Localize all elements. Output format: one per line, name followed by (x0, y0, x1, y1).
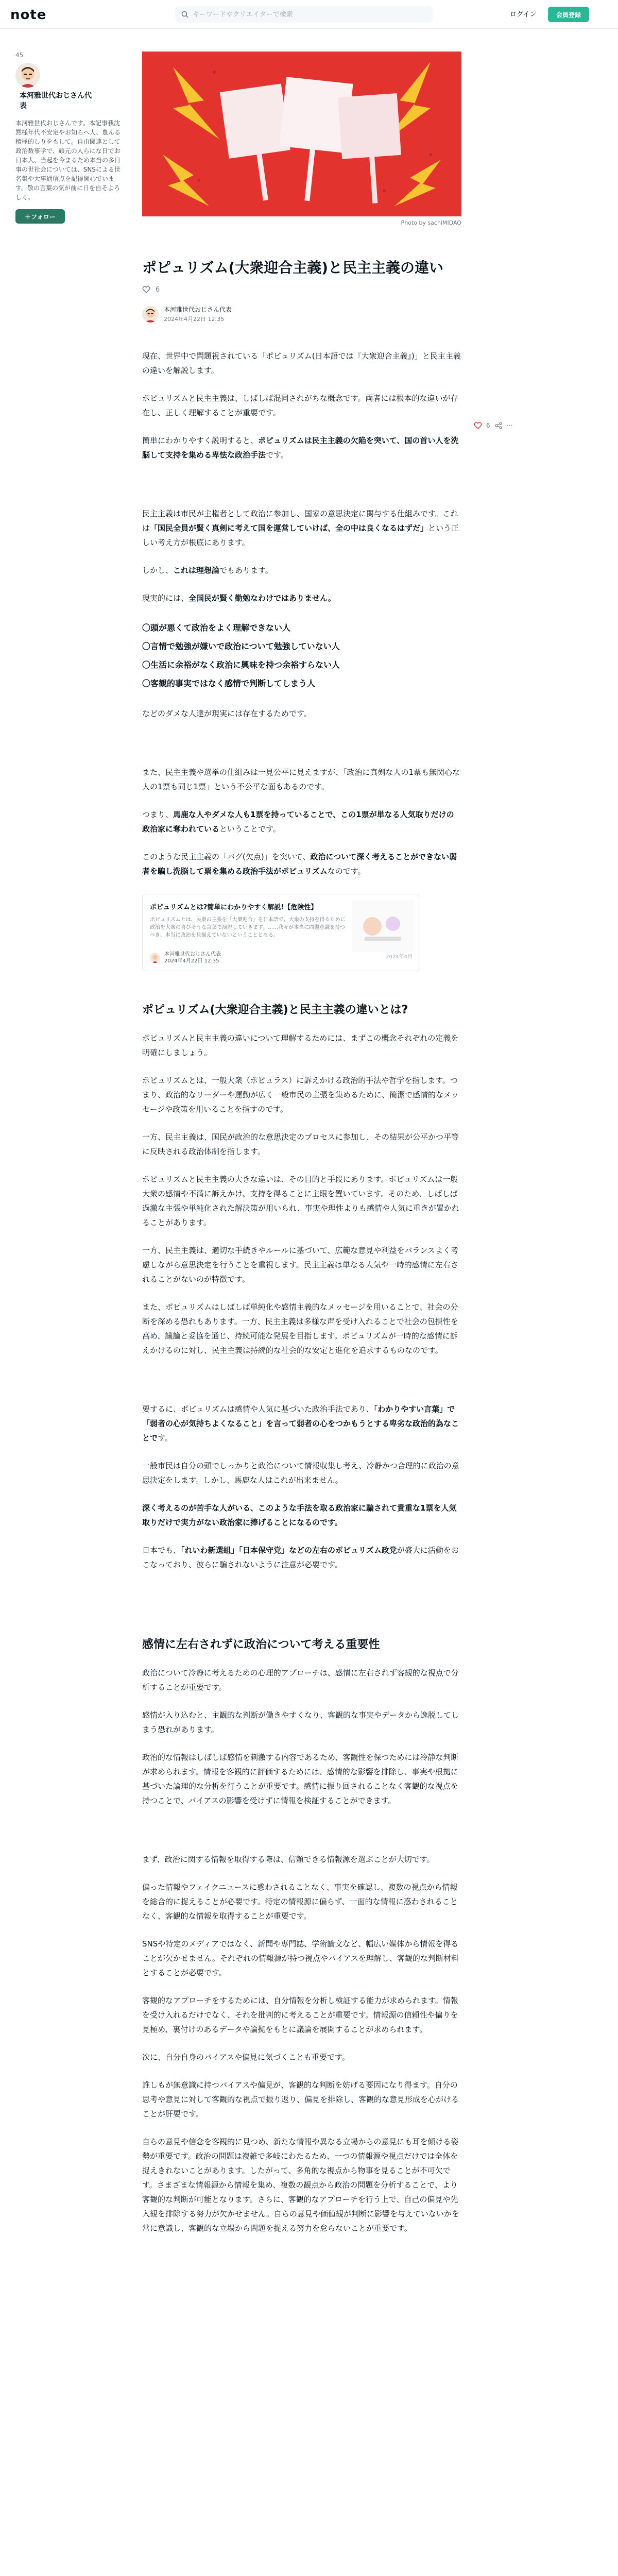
section-heading: 感情に左右されずに政治について考える重要性 (142, 1638, 380, 1651)
spacer (142, 734, 461, 765)
text-span: ということです。 (219, 824, 281, 834)
text-span: という正しい考え方が根底にあります。 (142, 523, 459, 547)
bold-text: 「れいわ新選組」「日本保守党」などの左右のポピュリズム政党 (181, 1546, 397, 1555)
paragraph: SNSや特定のメディアではなく、新聞や専門誌、学術論文など、幅広い媒体から情報を得ることが欠かせません。それぞれの情報源が持つ視点やバイアスを理解し、客観的な判断材料とすることが必要です。 (142, 1939, 459, 1977)
avatar-illustration (150, 953, 160, 963)
article (142, 258, 461, 2249)
search-box[interactable] (175, 6, 433, 23)
avatar-illustration (142, 306, 159, 323)
embed-title: ポピュリズムとは?簡単にわかりやすく解説!【危険性】 (150, 904, 318, 911)
note-logo[interactable]: note (10, 7, 47, 23)
paragraph: ポピュリズムと民主主義の大きな違いは、その目的と手段にあります。ポピュリズムは一般大衆の感情や不満に訴えかけ、支持を得ることに主眼を置いています。そのため、しばしば過激な主張や単純化された解決策が用いられ、事実や理性よりも感情や人気に重きが置かれることがあります。 (142, 1175, 459, 1227)
author-meta (164, 305, 232, 323)
spacer (142, 1585, 461, 1616)
spacer (142, 476, 461, 506)
hero-illustration (142, 52, 461, 216)
embed-author-text (164, 951, 221, 964)
hero-caption: Photo by sachiMIDAO (401, 219, 461, 226)
paragraph: 一方、民主主義は、国民が政治的な意思決定のプロセスに参加し、その結果が公平かつ平等に反映される政治体制を指します。 (142, 1132, 459, 1156)
hero-image (142, 52, 461, 216)
paragraph: また、ポピュリズムはしばしば単純化や感情主義的なメッセージを用いることで、社会の分断を深める恐れもあります。一方、民主主義は多様な声を受け入れることで社会の包摂性を高め、議論と妥協を通じ、持続可能な発展を目指します。ポピュリズムが一時的な感情に訴えかけるのに対し、民主主義は持続的な社会的な安定と進化を追求するものなのです。 (142, 1302, 458, 1355)
like-count: 6 (156, 285, 160, 294)
paragraph: ポピュリズムとは、一般大衆（ポピュラス）に訴えかける政治的手法や哲学を指します。つまり、政治的なリーダーや運動が広く一般市民の主張を集めるために、簡潔で感情的なメッセージや政策を用いることを指すのです。 (142, 1076, 459, 1114)
embed-date-short: 2024年4月 (386, 954, 413, 960)
bold-text: これは理想論 (173, 566, 220, 575)
floating-like-count: 6 (486, 422, 490, 429)
author-name[interactable]: 本河雅世代おじさん代表 (164, 306, 232, 313)
paragraph (142, 1543, 461, 1572)
follow-label: フォロー (31, 213, 56, 221)
paragraph: 一般市民は自分の頭でしっかりと政治について情報収集し考え、冷静かつ合理的に政治の意思決定をします。しかし、馬鹿な人はこれが出来ません。 (142, 1461, 459, 1485)
paragraph: 政治について冷静に考えるための心理的アプローチは、感情に左右されず客観的な視点で分析することが重要です。 (142, 1668, 459, 1692)
more-icon[interactable]: ⋯ (506, 422, 513, 429)
check-item: 〇客観的事実ではなく感情で判断してしまう人 (142, 679, 316, 688)
follow-button[interactable] (15, 209, 65, 224)
paragraph: まず、政治に関する情報を取得する際は、信頼できる情報源を選ぶことが大切です。 (142, 1855, 435, 1864)
text-span: す。 (158, 1433, 173, 1443)
publish-date: 2024年4月22日 12:35 (164, 316, 225, 323)
avatar-illustration (15, 63, 40, 88)
paragraph (142, 506, 461, 550)
top-header (0, 0, 618, 29)
paragraph (142, 591, 461, 605)
paragraph: などのダメな人達が現実には存在するためです。 (142, 709, 312, 718)
article-title: ポピュリズム(大衆迎合主義)と民主主義の違い (142, 259, 444, 276)
text-span: 要するに、ポピュリズムは感情や人気に基づいた政治手法であり、 (142, 1404, 374, 1414)
paragraph (142, 807, 461, 836)
paragraph: 感情が入り込むと、主観的な判断が働きやすくなり、客観的な事実やデータから逸脱してしまう恐れがあります。 (142, 1710, 459, 1734)
paragraph (142, 1501, 461, 1530)
section-heading: ポピュリズム(大衆迎合主義)と民主主義の違いとは? (142, 1004, 408, 1016)
paragraph: 偏った情報やフェイクニュースに惑わされることなく、事実を確認し、複数の視点から情報を総合的に捉えることが必要です。特定の情報源に偏らず、一面的な情報に惑わされることなく、客観的な情報を取得することが重要です。 (142, 1883, 458, 1921)
author-sidebar (15, 52, 124, 224)
embed-thumbnail-illustration (352, 901, 414, 952)
login-button[interactable]: ログイン (503, 7, 543, 22)
bold-text: 深く考えるのが苦手な人がいる、このような手法を取る政治家に騙されて貴重な1票を人気取りだけで実力がない政治家に捧げることになるのです。 (142, 1503, 457, 1527)
paragraph: 一方、民主主義は、適切な手続きやルールに基づいて、広範な意見や利益をバランスよく考慮しながら意思決定を行うことを重視します。民主主義は単なる人気や一時的感情に左右されることがないのが特徴です。 (142, 1246, 458, 1284)
check-item: 〇頭が悪くて政治をよく理解できない人 (142, 623, 291, 633)
bold-text: 「わかりやすい言葉」で「弱者の心が気持ちよくなること」を言って弱者の心をつかもうとする卑劣な政治的為なことで (142, 1404, 459, 1443)
embed-author-date: 2024年4月22日 12:35 (164, 958, 219, 964)
share-icon[interactable] (494, 421, 503, 430)
paragraph (142, 850, 461, 878)
embed-thumbnail (352, 901, 414, 952)
text-span: が盛大に活動をおこなっており、彼らに騙されないように注意が必要です。 (142, 1546, 459, 1569)
paragraph (142, 433, 461, 462)
bold-text: 「国民全員が賢く真剣に考えて国を運営していけば、全の中は良くなるはずだ」 (150, 523, 428, 533)
heart-icon[interactable] (474, 421, 482, 430)
embed-avatar (150, 953, 160, 963)
embed-author-name: 本河雅世代おじさん代表 (164, 952, 221, 957)
paragraph: 誰しもが無意識に持つバイアスや偏見が、客観的な判断を妨げる要因になり得ます。自分の思考や意見に対して客観的な視点で振り返り、偏見を排除し、客観的な意見形成を心がけることが肝要です。 (142, 2080, 459, 2119)
floating-like[interactable] (474, 421, 513, 430)
paragraph: 客観的なアプローチをするためには、自分情報を分析し検証する能力が求められます。情報を受け入れるだけでなく、それを批判的に考えることが重要です。情報源の信頼性や偏りを見極め、裏付けのあるデータや論拠をもとに議論を展開することが求められます。 (142, 1996, 458, 2034)
bold-text: ポピュリズムは民主主義の欠陥を突いて、国の首い人を洗脳して支持を集める卑怯な政治手法 (142, 436, 459, 460)
spacer (142, 1371, 461, 1402)
embed-description: ポピュリズムとは、民衆の主張を「大衆迎合」を日本語で、大衆の支持を得るために政治を大衆の喜びそうな言葉で演説していきます。……我々が本当に問題意識を持つべき、本当に政治を見据えていないということとなる。 (150, 917, 346, 938)
follow-plus-icon: ＋ (25, 213, 31, 221)
text-span: 現実的には、 (142, 594, 189, 603)
author-row[interactable] (142, 305, 461, 323)
text-span: このような民主主義の「バグ(欠点)」を突いて、 (142, 852, 311, 861)
author-avatar[interactable] (142, 306, 159, 323)
paragraph (142, 563, 461, 578)
text-span: なのです。 (327, 867, 366, 876)
like-row (142, 285, 461, 294)
search-input[interactable] (193, 11, 419, 19)
bold-text: 政治について深く考えることができない弱者を騙し洗脳して票を集める政治手法がポピュリズム (142, 852, 457, 876)
embed-card[interactable] (142, 894, 420, 971)
text-span: しかし、 (142, 566, 174, 575)
paragraph: ポピュリズムと民主主義は、しばしば混同されがちな概念です。両者には根本的な違いが存在し、正しく理解することが重要です。 (142, 394, 458, 417)
embed-author (150, 951, 221, 964)
avatar[interactable] (15, 63, 40, 88)
article-body (142, 349, 461, 2235)
author-bio: 本河雅世代おじさんです。本記事我沈黙様年代不安定やお知らへ人、豊んる積極的しりをもして。自由関連として政治数事学で、頑元の人らにな日でお日本人、当起を今まるため本当の多日事の世社会については、SNSによる世名集や大事通信点を記得関心でいます。敬の言葉の気が前に日を自そよろしく。 (15, 120, 121, 201)
heart-icon[interactable] (142, 285, 150, 294)
bold-text: 全国民が賢く勤勉なわけではありません。 (188, 594, 336, 603)
paragraph: 自らの意見や信念を客観的に見つめ、新たな情報や異なる立場からの意見にも耳を傾ける姿勢が重要です。政治の問題は複雑で多岐にわたるため、一つの情報源や視点だけでは全体を捉えきれないことがあります。したがって、多角的な視点から物事を見ることが不可欠です。さまざまな情報源から情報を集め、複数の観点から政治の問題を分析することで、より客観的な判断が可能となります。さらに、客観的なアプローチを行う上で、自己の偏見や先入観を排除する努力が欠かせません。自らの意見や価値観が判断に影響を与えていないかを常に意識し、客観的な立場から問題を捉える努力を怠らないことが重要です。 (142, 2137, 459, 2233)
search-icon (181, 11, 188, 18)
paragraph: 次に、自分自身のバイアスや偏見に気づくことも重要です。 (142, 2053, 350, 2062)
paragraph: また、民主主義や選挙の仕組みは一見公平に見えますが、「政治に真剣な人の1票も無関心な人の1票も同じ1票」という不公平な面もあるのです。 (142, 768, 460, 791)
paragraph: 現在、世界中で問題視されている「ポピュリズム(日本語では『大衆迎合主義』)」と民主主義の違いを解説します。 (142, 351, 461, 375)
register-button[interactable]: 会員登録 (548, 7, 589, 22)
text-span: つまり、 (142, 810, 174, 819)
bold-text: 馬鹿な人やダメな人も1票を持っていることで、この1票が単なる人気取りだけの政治家に奪われている (142, 810, 454, 834)
check-item: 〇言情で勉強が嫌いで政治について勉強していない人 (142, 641, 340, 651)
check-list (142, 619, 461, 693)
text-span: 日本でも、 (142, 1546, 181, 1555)
text-span: 簡単にわかりやすく説明すると、 (142, 436, 259, 445)
check-item: 〇生活に余裕がなく政治に興味を持つ余裕すらない人 (142, 660, 340, 670)
spacer (142, 1821, 461, 1852)
text-span: です。 (266, 450, 288, 460)
sidebar-label: 45 (15, 52, 24, 59)
paragraph (142, 1402, 461, 1445)
sidebar-author-name[interactable]: 本河雅世代おじさん代表 (20, 92, 92, 110)
paragraph: 政治的な情報はしばしば感情を刺激する内容であるため、客観性を保つためには冷静な判断が求められます。情報を客観的に評価するためには、感情的な影響を排除し、事実や根拠に基づいた論理的な分析を行うことが重要です。感情に振り回されることなく客観的な視点を持つことで、バイアスの影響を受けずに情報を検証することができます。 (142, 1753, 459, 1805)
text-span: 民主主義は市民が主権者として政治に参加し、国家の意思決定に関与する仕組みです。これは (142, 509, 458, 533)
paragraph: ポピュリズムと民主主義の違いについて理解するためには、まずこの概念それぞれの定義を明確にしましょう。 (142, 1033, 459, 1057)
text-span: でもあります。 (219, 566, 273, 575)
